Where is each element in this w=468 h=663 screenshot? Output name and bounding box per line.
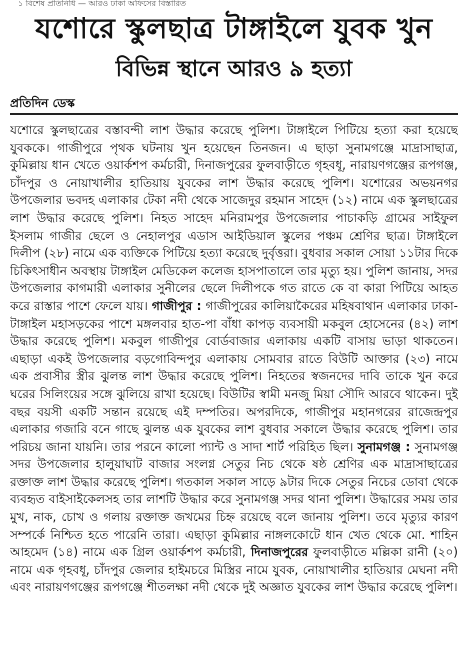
headline: যশোরে স্কুলছাত্র টাঙ্গাইলে যুবক খুন — [35, 12, 433, 45]
dateline-sunamganj: সুনামগঞ্জ : — [357, 439, 411, 454]
top-line-fragment: ১ বিশেষ প্রতিনিধি — আরও ঢাকা অফিসের বিস্তারিত — [18, 0, 187, 8]
article-body — [10, 122, 458, 658]
dateline-gazipur: গাজীপুর : — [151, 298, 202, 313]
article-dinajpur: ফুলবাড়ীতে মল্লিকা রানী (২০) নামে এক গৃহবধূ, চাঁদপুর জেলার হাইমচরে মিস্ত্রির নামে যুবক, নোয়াখালীর হাতিয়ার মেঘনা নদী এবং নারায়ণগঞ্জের রূপগঞ্জে শীতলক্ষা নদী থেকে দুই অজ্ঞাত যুবকের লাশ উদ্ধার করেছে পুলিশ। — [10, 545, 458, 595]
article-sunamganj: সুনামগঞ্জ সদর উপজেলার হালুয়াঘাট বাজার সংলগ্ন সেতুর নিচ থেকে ষষ্ঠ শ্রেণির এক মাদ্রাসাছাত্রের রক্তাক্ত লাশ উদ্ধার করেছে পুলিশ। গতকাল সকাল সাড়ে ৯টার দিকে সেতুর নিচের ডোবা থেকে ব্যবহৃত বাইসাইকেলসহ তার লাশটি উদ্ধার করে সুনামগঞ্জ সদর থানা পুলিশ। উদ্ধারের সময় তার মুখ, নাক, চোখ ও গলায় রক্তাক্ত জখমের চিহ্ন রয়েছে বলে জানায় পুলিশ। তবে মৃত্যুর কারণ সম্পর্কে নিশ্চিত হতে পারেনি তারা। এছাড়া কুমিল্লার নাঙ্গলকোটে ধান খেত থেকে মো. শাহিন আহমেদ (১৪) নামে এক গ্রিল ওয়ার্কশপ কর্মচারী, — [10, 439, 458, 560]
article-intro: যশোরে স্কুলছাত্রের বস্তাবন্দী লাশ উদ্ধার করেছে পুলিশ। টাঙ্গাইলে পিটিয়ে হত্যা করা হয়েছে যুবককে। গাজীপুরে পৃথক ঘটনায় খুন হয়েছেন তিনজন। এ ছাড়া সুনামগঞ্জে মাদ্রাসাছাত্র, কুমিল্লায় ধান খেতে ওয়ার্কশপ কর্মচারী, দিনাজপুরের ফুলবাড়ীতে গৃহবধূ, নারায়ণগঞ্জের রূপগঞ্জ, চাঁদপুর ও নোয়াখালীর হাতিয়ায় যুবকের লাশ উদ্ধার করেছে পুলিশ। যশোরের অভয়নগর উপজেলার ভবদহ এলাকার টেকা নদী থেকে সাজেদুর রহমান সাহেদ (১২) নামে এক স্কুলছাত্রের লাশ উদ্ধার করেছে পুলিশ। নিহত সাহেদ মনিরামপুর উপজেলার পাচাকড়ি গ্রামের সাইফুল ইসলাম গাজীর ছেলে ও নেহালপুর এডাস আইডিয়াল স্কুলের পঞ্চম শ্রেণির ছাত্র। টাঙ্গাইলে দিলীপ (২৮) নামে এক ব্যক্তিকে পিটিয়ে হত্যা করেছে দুর্বৃত্তরা। বুধবার সকাল সোয়া ১১টার দিকে চিকিৎসাধীন অবস্থায় টাঙ্গাইল মেডিকেল কলেজ হাসপাতালে তার মৃত্যু হয়। পুলিশ জানায়, সদর উপজেলার কাগমারী এলাকার সুনীলের ছেলে দিলীপকে গত রাতে কে বা কারা পিটিয়ে আহত করে রাস্তার পাশে ফেলে যায়। — [10, 123, 458, 313]
byline-divider — [10, 113, 458, 115]
article-gazipur: গাজীপুরের কালিয়াকৈরের মহিষবাথান এলাকার ঢাকা-টাঙ্গাইল মহাসড়কের পাশে মঙ্গলবার হাত-পা বাঁধা কাপড় ব্যবসায়ী মকবুল হোসেনের (৪২) লাশ উদ্ধার করেছে পুলিশ। মকবুল গাজীপুর বোর্ডবাজার এলাকায় একটি বাসায় ভাড়া থাকতেন। এছাড়া একই উপজেলার বড়গোবিন্দপুর এলাকায় সোমবার রাতে বিউটি আক্তার (২৩) নামে এক প্রবাসীর স্ত্রীর ঝুলন্ত লাশ উদ্ধার করেছে পুলিশ। নিহতের স্বজনদের দাবি তাকে খুন করে ঘরের সিলিংয়ের সঙ্গে ঝুলিয়ে রাখা হয়েছে। বিউটির স্বামী মনজু মিয়া সৌদি আরবে থাকেন। দুই বছর বয়সী একটি সন্তান রয়েছে এই দম্পতির। অপরদিকে, গাজীপুর মহানগরের রাজেন্দ্রপুর এলাকার গজারি বনে গাছে ঝুলন্ত এক যুবকের লাশ বুধবার সকালে উদ্ধার করেছে পুলিশ। তার পরিচয় জানা যায়নি। তার পরনে কালো প্যান্ট ও সাদা শার্ট পরিহিত ছিল। — [10, 298, 458, 454]
byline-desk: প্রতিদিন ডেস্ক — [10, 96, 75, 110]
dateline-dinajpur: দিনাজপুরের — [250, 545, 309, 560]
subheadline: বিভিন্ন স্থানে আরও ৯ হত্যা — [115, 57, 353, 82]
